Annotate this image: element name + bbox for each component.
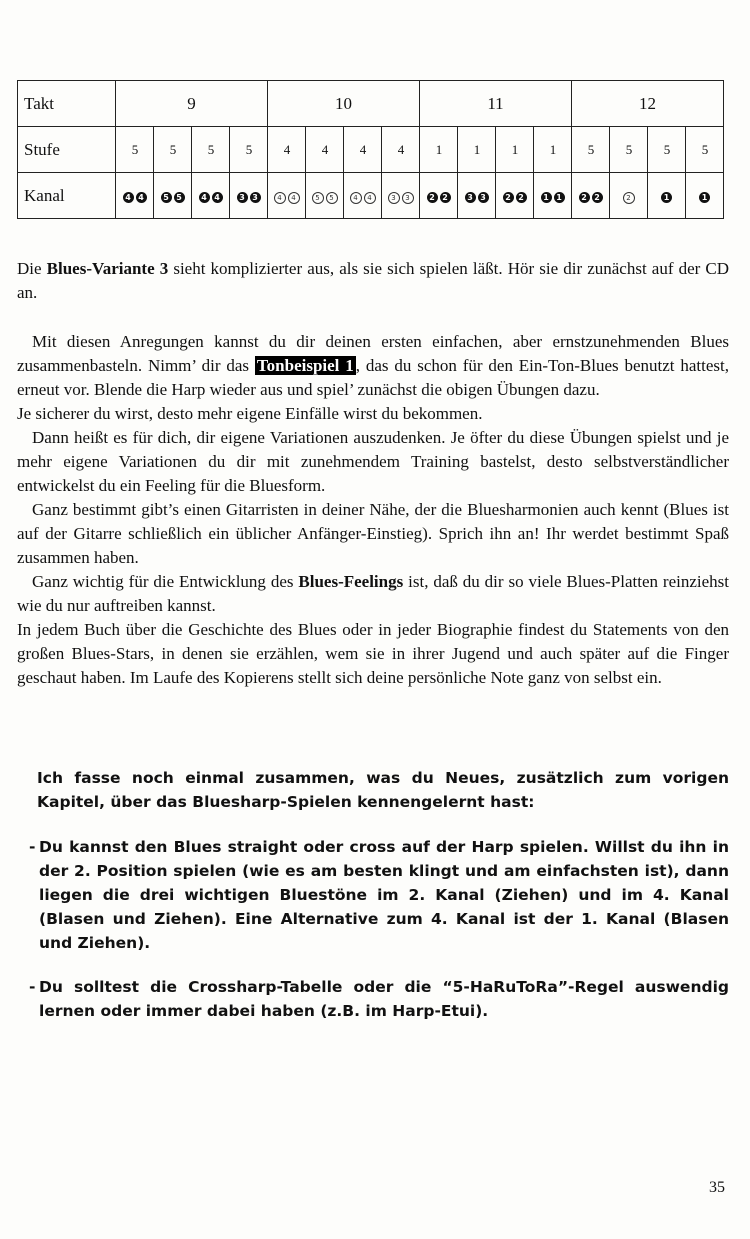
main-text	[17, 330, 729, 690]
stufe-cell: 5	[154, 127, 192, 173]
chord-table	[17, 80, 724, 219]
page-number: 35	[709, 1179, 725, 1196]
kanal-cell	[420, 173, 458, 219]
kanal-cell	[496, 173, 534, 219]
channel-number-icon: 2	[579, 192, 590, 203]
stufe-cell: 5	[192, 127, 230, 173]
stufe-cell: 5	[230, 127, 268, 173]
kanal-cell	[534, 173, 572, 219]
kanal-cell	[306, 173, 344, 219]
channel-number-icon: 3	[237, 192, 248, 203]
takt-cell: 11	[420, 81, 572, 127]
channel-number-icon: 3	[465, 192, 476, 203]
channel-number-icon: 4	[136, 192, 147, 203]
channel-number-icon: 2	[503, 192, 514, 203]
takt-cell: 10	[268, 81, 420, 127]
channel-number-icon: 3	[388, 192, 400, 204]
intro-paragraph	[17, 257, 729, 305]
intro-bold: Blues-Variante 3	[46, 259, 169, 278]
takt-row	[18, 81, 724, 127]
kanal-cell	[572, 173, 610, 219]
kanal-cell	[230, 173, 268, 219]
stufe-cell: 4	[344, 127, 382, 173]
channel-number-icon: 3	[402, 192, 414, 204]
kanal-cell	[458, 173, 496, 219]
bullet-mark: -	[29, 978, 36, 996]
para5-bold: Blues-Feelings	[298, 572, 404, 591]
kanal-cell	[648, 173, 686, 219]
channel-number-icon: 4	[123, 192, 134, 203]
kanal-cell	[344, 173, 382, 219]
tonbeispiel-marker: Tonbeispiel 1	[256, 356, 354, 375]
channel-number-icon: 4	[350, 192, 362, 204]
channel-number-icon: 1	[699, 192, 710, 203]
channel-number-icon: 2	[592, 192, 603, 203]
para6: In jedem Buch über die Geschichte des Blues oder in jeder Biographie findest du Statements von den großen Blues-Stars, in denen sie erzählen, wem sie in ihrer Jugend und auch später auf die Finger geschaut haben. Im Laufe des Kopierens stellt sich deine persönliche Note ganz von selbst ein.	[17, 620, 729, 687]
kanal-cell	[154, 173, 192, 219]
channel-number-icon: 5	[174, 192, 185, 203]
stufe-cell: 1	[534, 127, 572, 173]
kanal-cell	[192, 173, 230, 219]
summary-bullet	[29, 975, 729, 1023]
kanal-cell	[610, 173, 648, 219]
kanal-label: Kanal	[18, 173, 116, 219]
intro-pre: Die	[17, 259, 47, 278]
stufe-cell: 1	[420, 127, 458, 173]
para3: Dann heißt es für dich, dir eigene Variationen auszudenken. Je öfter du diese Übungen spielst und je mehr eigene Variationen du dir mit zunehmendem Training bastelst, desto selbstverständlicher entwickelst du ein Feeling für die Bluesform.	[17, 428, 729, 495]
stufe-cell: 4	[382, 127, 420, 173]
channel-number-icon: 4	[199, 192, 210, 203]
channel-number-icon: 1	[541, 192, 552, 203]
bullet-mark: -	[29, 838, 36, 856]
channel-number-icon: 2	[516, 192, 527, 203]
para5-post: ist, daß du dir so viele Blues-Platten reinziehst wie du nur auftreiben kannst.	[17, 572, 729, 615]
channel-number-icon: 1	[661, 192, 672, 203]
para1-pre: Mit diesen Anregungen kannst du dir deinen ersten einfachen, aber ernstzunehmenden Blues zusammenbasteln. Nimm’ dir das	[17, 332, 729, 375]
channel-number-icon: 1	[554, 192, 565, 203]
stufe-cell: 5	[610, 127, 648, 173]
para4: Ganz bestimmt gibt’s einen Gitarristen in deiner Nähe, der die Bluesharmonien auch kennt (Blues ist auf der Gitarre schließlich ein üblicher Anfänger-Einstieg). Sprich ihn an! Ihr werdet bestimmt Spaß zusammen haben.	[17, 500, 729, 567]
takt-label: Takt	[18, 81, 116, 127]
stufe-cell: 1	[496, 127, 534, 173]
intro-post: sieht komplizierter aus, als sie sich spielen läßt. Hör sie dir zunächst auf der CD an.	[17, 259, 729, 302]
channel-number-icon: 4	[212, 192, 223, 203]
kanal-cell	[268, 173, 306, 219]
stufe-cell: 5	[648, 127, 686, 173]
channel-number-icon: 4	[364, 192, 376, 204]
summary-heading: Ich fasse noch einmal zusammen, was du Neues, zusätzlich zum vorigen Kapitel, über das Bluesharp-Spielen kennengelernt hast:	[37, 769, 729, 811]
stufe-row	[18, 127, 724, 173]
channel-number-icon: 2	[440, 192, 451, 203]
bullet-text: Du kannst den Blues straight oder cross auf der Harp spielen. Willst du ihn in der 2. Position spielen (wie es am besten klingt und am einfachsten ist), dann liegen die drei wichtigen Bluestöne im 2. Kanal (Ziehen) und im 4. Kanal (Blasen und Ziehen). Eine Alternative zum 4. Kanal ist der 1. Kanal (Blasen und Ziehen).	[39, 838, 729, 952]
channel-number-icon: 2	[427, 192, 438, 203]
para5-pre: Ganz wichtig für die Entwicklung des	[32, 572, 299, 591]
stufe-cell: 5	[686, 127, 724, 173]
kanal-cell	[382, 173, 420, 219]
channel-number-icon: 5	[161, 192, 172, 203]
stufe-cell: 4	[306, 127, 344, 173]
takt-cell: 12	[572, 81, 724, 127]
channel-number-icon: 5	[326, 192, 338, 204]
kanal-cell	[116, 173, 154, 219]
stufe-cell: 4	[268, 127, 306, 173]
channel-number-icon: 5	[312, 192, 324, 204]
channel-number-icon: 2	[623, 192, 635, 204]
kanal-cell	[686, 173, 724, 219]
bullet-text: Du solltest die Crossharp-Tabelle oder die “5-HaRuToRa”-Regel auswendig lernen oder immer dabei haben (z.B. im Harp-Etui).	[39, 978, 729, 1020]
stufe-cell: 1	[458, 127, 496, 173]
kanal-row	[18, 173, 724, 219]
channel-number-icon: 3	[250, 192, 261, 203]
summary-bullet	[29, 835, 729, 955]
para2: Je sicherer du wirst, desto mehr eigene Einfälle wirst du bekommen.	[17, 404, 483, 423]
stufe-cell: 5	[572, 127, 610, 173]
channel-number-icon: 4	[274, 192, 286, 204]
para1-post: , das du schon für den Ein-Ton-Blues benutzt hattest, erneut vor. Blende die Harp wieder aus und spiel’ zunächst die obigen Übungen dazu.	[17, 356, 729, 399]
channel-number-icon: 3	[478, 192, 489, 203]
channel-number-icon: 4	[288, 192, 300, 204]
stufe-label: Stufe	[18, 127, 116, 173]
takt-cell: 9	[116, 81, 268, 127]
stufe-cell: 5	[116, 127, 154, 173]
